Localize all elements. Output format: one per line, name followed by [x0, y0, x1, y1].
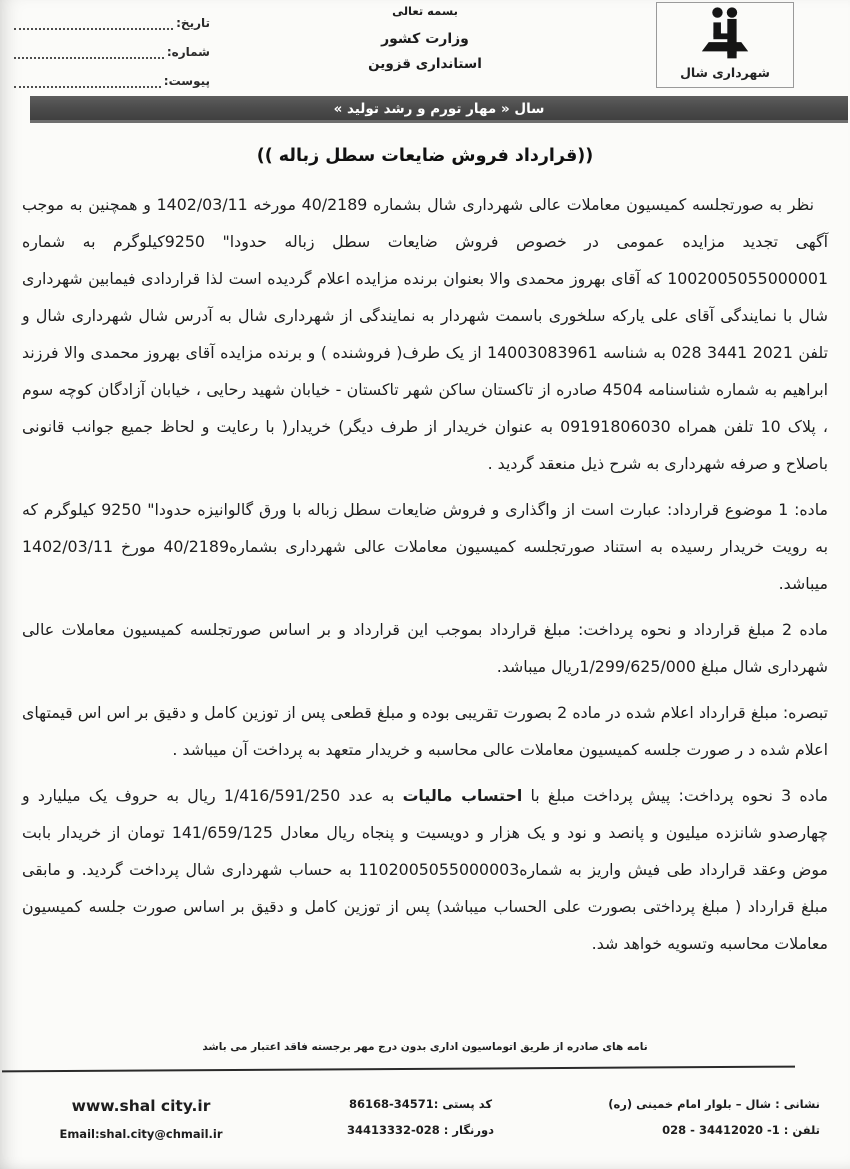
- footer-divider: [2, 1066, 795, 1073]
- article-2-paragraph: ماده 2 مبلغ قرارداد و نحوه پرداخت: مبلغ قرارداد بموجب این قرارداد و بر اساس صورتجلسه کمیسیون معاملات عالی شهرداری شال مبلغ 1/299/625/000ریال میباشد.: [22, 620, 829, 676]
- municipality-logo-box: [656, 2, 794, 88]
- number-field-blank: [14, 46, 164, 59]
- attachment-field: [14, 66, 210, 88]
- phone-line: تلفن : 1- 34412020 - 028: [662, 1123, 820, 1137]
- address-line: نشانی : شال – بلوار امام خمینی (ره): [608, 1097, 820, 1111]
- postal-code-line: کد پستی :34571-86168: [348, 1097, 493, 1111]
- attachment-field-label: پیوست:: [163, 74, 210, 88]
- letterhead-center: [275, 4, 575, 72]
- contract-body: [22, 186, 828, 971]
- year-slogan-banner: [30, 96, 848, 123]
- letterhead: [0, 0, 850, 96]
- letterhead-fields: [14, 8, 210, 95]
- date-field-label: تاریخ:: [176, 16, 210, 30]
- tax-included-emphasis: احتساب مالیات: [402, 786, 523, 805]
- date-field: [14, 8, 210, 30]
- automation-disclaimer: نامه های صادره از طریق اتوماسیون اداری بدون درج مهر برجسته فاقد اعتبار می باشد: [202, 1041, 648, 1053]
- article-3-text-end: به عدد 1/416/591/250 ریال به حروف یک میلیارد و چهارصدو شانزده میلیون و پانصد و نود و یک هزار و دویسیت و پنجاه ریال معادل 141/659/125 تومان از خریدار بابت موض وعقد قرارداد طی فیش واریز به شماره1102005055000003 به حساب شهرداری شال پرداخت گردید. و مابقی مبلغ قرارداد ( مبلغ پرداختی بصورت علی الحساب میباشد) پس از توزین کامل و دقیق بر اساس صورت جلسه کمیسیون معاملات محاسبه وتسویه خواهد شد.: [22, 786, 829, 953]
- article-1-paragraph: ماده: 1 موضوع قرارداد: عبارت است از واگذاری و فروش ضایعات سطل زباله با ورق گالوانیزه حدودا" 9250 کیلوگرم که به رویت خریدار رسیده به استناد صورتجلسه کمیسیون معاملات عالی شهرداری بشماره40/2189 مورخ 1402/03/11 میباشد.: [22, 500, 828, 593]
- year-slogan-text: سال « مهار تورم و رشد تولید »: [333, 101, 545, 117]
- article-3-text-start: ماده 3 نحوه پرداخت: پیش پرداخت مبلغ با: [522, 786, 828, 805]
- intro-paragraph: نظر به صورتجلسه کمیسیون معاملات عالی شهرداری شال بشماره 40/2189 مورخه 1402/03/11 و همچنین به موجب آگهی تجدید مزایده عمومی در خصوص فروش ضایعات سطل زباله حدودا" 9250کیلوگرم به شماره 1002005055000001 که آقای بهروز محمدی والا بعنوان برنده مزایده اعلام گردیده است لذا قراردادی فیمابین شهرداری شال با نمایندگی آقای علی یارکه سلخوری باسمت شهردار به نمایندگی از شهرداری شال به آدرس شال شهرداری شال و تلفن 2021 3441 028 به شناسه 14003083961 از یک طرف( فروشنده ) و برنده مزایده آقای بهروز محمدی والا فرزند ابراهیم به شماره شناسنامه 4504 صادره از تاکستان ساکن شهر تاکستان - خیابان شهید رحایی ، خیابان آزادگان کوچه سوم ، پلاک 10 تلفن همراه 09191806030 به عنوان خریدار از طرف دیگر) خریدار( با رعایت و لحاظ جمیع جوانب قانونی باصلاح و صرفه شهرداری به شرح ذیل منعقد گردید .: [22, 195, 829, 473]
- footer-address-column: [585, 1097, 820, 1149]
- municipality-logo-icon: [696, 5, 754, 63]
- fax-line: دورنگار : 028-34413332: [346, 1123, 495, 1137]
- website-line: www.shal city.ir: [71, 1097, 211, 1115]
- email-line: Email:shal.city@chmail.ir: [59, 1127, 223, 1141]
- municipality-name: شهرداری شال: [680, 65, 770, 80]
- bismillah-text: بسمه تعالی: [392, 4, 458, 18]
- number-field-label: شماره:: [166, 45, 210, 59]
- article-3-paragraph: [22, 777, 828, 962]
- footer-web-column: [26, 1097, 256, 1153]
- contact-footer: [26, 1097, 820, 1153]
- ministry-text: وزارت کشور: [381, 31, 469, 47]
- note-paragraph: تبصره: مبلغ قرارداد اعلام شده در ماده 2 بصورت تقریبی بوده و مبلغ قطعی پس از توزین کامل و دقیق بر اس اس قیمتهای اعلام شده د ر صورت جلسه کمیسیون معاملات عالی محاسبه و خریدار متعهد به پرداخت آن میباشد .: [22, 703, 828, 759]
- contract-title: ((قرارداد فروش ضایعات سطل زباله )): [256, 146, 594, 166]
- governorate-text: استانداری قزوین: [368, 56, 482, 72]
- number-field: [14, 37, 210, 59]
- footer-postal-column: [316, 1097, 526, 1149]
- attachment-field-blank: [14, 75, 161, 88]
- date-field-blank: [14, 17, 173, 30]
